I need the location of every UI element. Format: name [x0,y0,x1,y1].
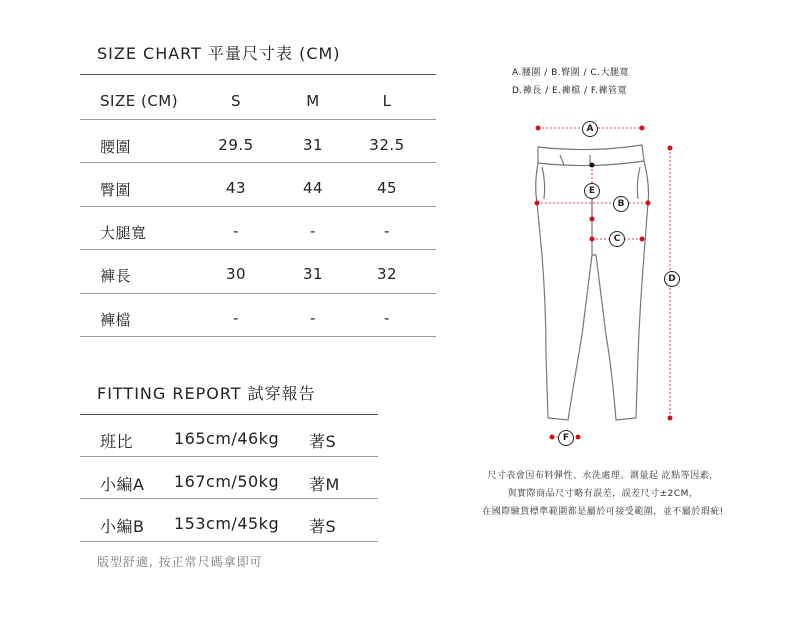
size-header-l: L [382,92,392,110]
size-row-l: 32.5 [369,136,405,154]
size-row-m: - [310,309,316,327]
marker-e: E [584,183,600,199]
disclaimer-line3: 在國際驗貨標準範圍都是屬於可接受範圍，並不屬於瑕疵! [482,507,724,517]
size-row-s: 29.5 [218,136,254,154]
fitting-row-body: 167cm/50kg [174,472,280,491]
fitting-row-body: 153cm/45kg [174,514,280,533]
diagram-legend-line2: D.褲長 / E.褲檔 / F.褲管寬 [512,86,627,96]
size-row-m: 31 [302,136,324,154]
size-header-m: M [306,92,320,110]
size-row-l: - [384,222,390,240]
marker-a: A [582,121,598,137]
fitting-row-body: 165cm/46kg [174,429,280,448]
fitting-row-divider [80,498,378,499]
size-row-m: - [310,222,316,240]
marker-c: C [609,231,625,247]
disclaimer-line2: 與實際商品尺寸略有誤差，誤差尺寸±2CM， [507,489,699,499]
size-row-l: 32 [376,265,398,283]
size-row-s: 43 [225,179,247,197]
fitting-row-divider [80,456,378,457]
size-row-m: 31 [302,265,324,283]
size-row-divider [80,293,436,294]
size-row-divider [80,206,436,207]
size-row-divider [80,249,436,250]
fitting-report-title: FITTING REPORT 試穿報告 [97,384,316,403]
size-row-divider [80,119,436,120]
size-row-label: 褲檔 [100,311,132,329]
size-row-divider [80,162,436,163]
size-row-s: - [233,309,239,327]
fitting-row-name: 小編A [100,475,145,494]
marker-d: D [664,271,680,287]
diagram-legend-line1: A.腰圍 / B.臀圍 / C.大腿寬 [512,68,630,78]
size-header-label: SIZE (CM) [100,92,179,110]
marker-f: F [558,430,574,446]
fitting-top-rule [80,414,378,415]
fitting-row-wear: 著S [309,517,337,536]
size-row-s: - [233,222,239,240]
size-row-label: 大腿寬 [100,224,147,242]
size-row-m: 44 [302,179,324,197]
size-chart-top-rule [80,74,436,75]
size-row-l: 45 [376,179,398,197]
fitting-row-wear: 著S [309,432,337,451]
size-row-s: 30 [225,265,247,283]
fitting-row-name: 小編B [100,517,145,536]
size-row-label: 腰圍 [100,138,132,156]
fitting-row-wear: 著M [309,475,340,494]
size-row-label: 臀圍 [100,181,132,199]
fitting-note: 版型舒適, 按正常尺碼拿即可 [97,555,263,569]
disclaimer-line1: 尺寸表會因布料彈性、水洗處理、測量起 訖點等因素， [487,471,719,481]
fitting-row-divider [80,541,378,542]
fitting-row-name: 班比 [100,432,134,451]
size-row-l: - [384,309,390,327]
size-header-s: S [230,92,242,110]
size-row-divider [80,336,436,337]
marker-b: B [613,196,629,212]
size-row-label: 褲長 [100,267,132,285]
size-chart-title: SIZE CHART 平量尺寸表 (CM) [97,44,341,63]
